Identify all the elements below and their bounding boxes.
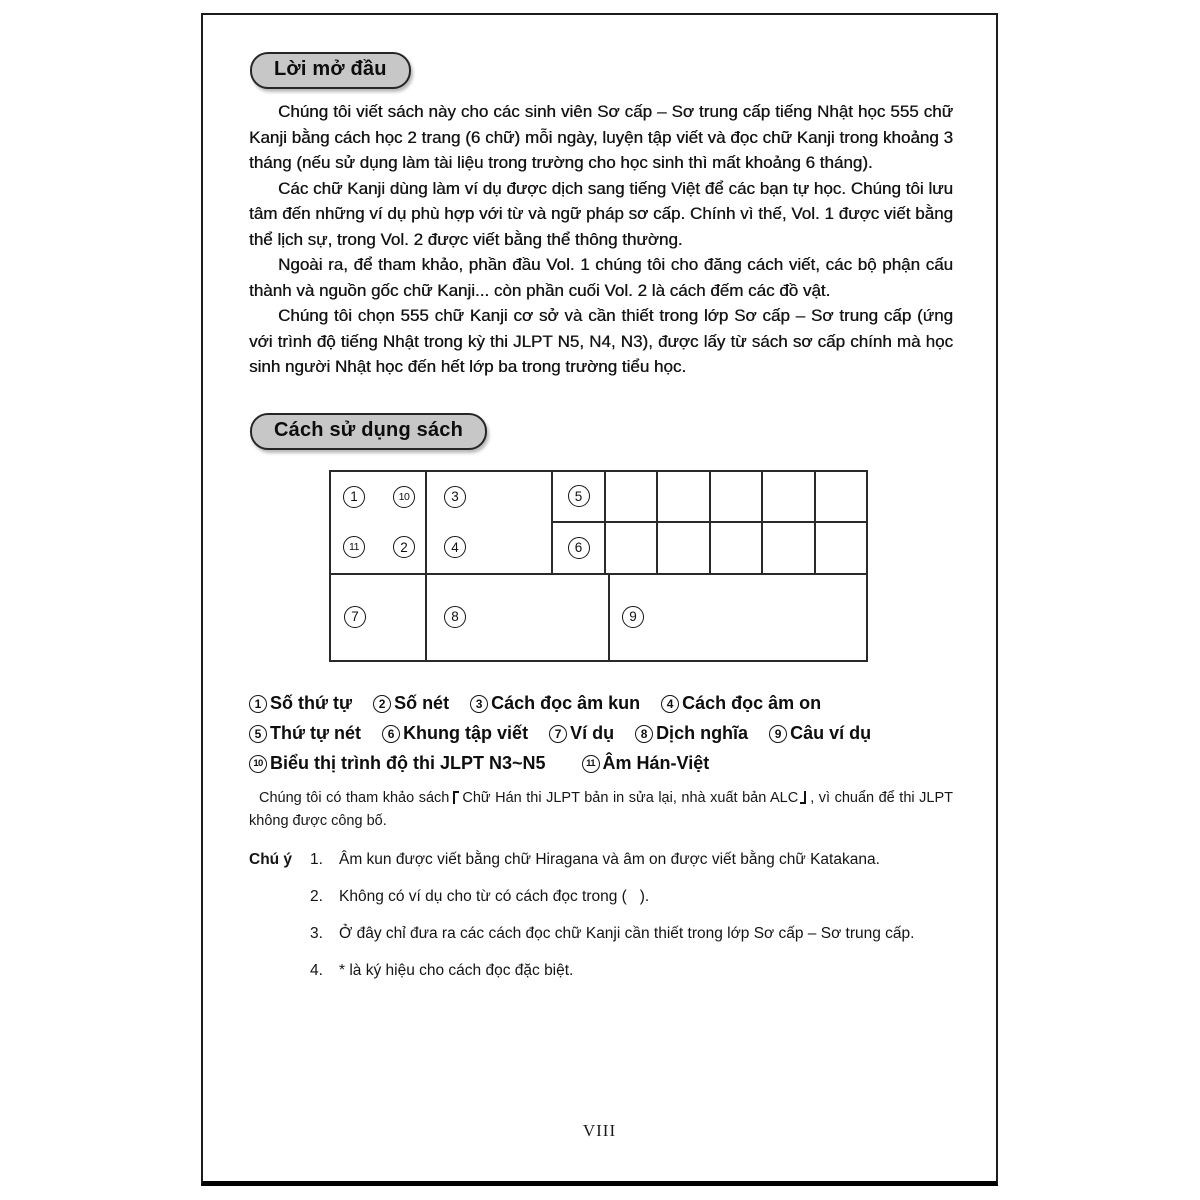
preface-paragraph: Các chữ Kanji dùng làm ví dụ được dịch sang tiếng Việt để các bạn tự học. Chúng tôi lưu tâm đến những ví dụ phù hợp với từ và ngữ pháp sơ cấp. Chính vì thế, Vol. 1 được viết bằng thể lịch sự, trong Vol. 2 được viết bằng thể thông thường. xyxy=(249,178,953,249)
diagram-empty-cell xyxy=(606,472,658,522)
corner-bracket-close xyxy=(800,791,806,804)
legend-row xyxy=(249,749,953,779)
attention-item: 1. Âm kun được viết bằng chữ Hiragana và âm on được viết bằng chữ Katakana. xyxy=(310,850,880,868)
diagram-cell-meaning xyxy=(427,575,610,660)
diagram-cell-readings xyxy=(427,472,553,573)
legend-item: 5 Thứ tự nét xyxy=(249,723,361,744)
diagram-empty-cell xyxy=(711,523,763,573)
preface-paragraph: Chúng tôi viết sách này cho các sinh viên Sơ cấp – Sơ trung cấp tiếng Nhật học 555 chữ Kanji bằng cách học 2 trang (6 chữ) mỗi ngày, luyện tập viết và đọc chữ Kanji trong khoảng 3 tháng (nếu sử dụng làm tài liệu trong trường cho học sinh thì mất khoảng 6 tháng). xyxy=(249,102,953,172)
diagram-cell-number-area xyxy=(331,472,427,573)
diagram-empty-cell xyxy=(606,523,658,573)
attention-item: 3. Ở đây chỉ đưa ra các cách đọc chữ Kanji cần thiết trong lớp Sơ cấp – Sơ trung cấp. xyxy=(310,924,915,942)
attention-section xyxy=(249,848,953,996)
diagram-cell-stroke-order xyxy=(553,472,606,522)
legend-item: 6 Khung tập viết xyxy=(382,723,528,744)
attention-label: Chú ý xyxy=(249,850,293,868)
usage-layout-diagram xyxy=(329,470,868,662)
marker-11: 11 xyxy=(343,536,365,558)
diagram-empty-cell xyxy=(658,523,710,573)
diagram-cell-writing-frame xyxy=(553,523,606,573)
marker-8: 8 xyxy=(444,606,466,628)
attention-item: 4. * là ký hiệu cho cách đọc đặc biệt. xyxy=(310,961,574,979)
marker-4: 4 xyxy=(444,536,466,558)
legend-row xyxy=(249,689,953,719)
legend-item: 1 Số thứ tự xyxy=(249,693,352,714)
preface-heading-badge: Lời mở đầu xyxy=(250,52,411,89)
legend-item: 9 Câu ví dụ xyxy=(769,723,871,744)
legend-item: 2 Số nét xyxy=(373,693,449,714)
legend-item: 10 Biểu thị trình độ thi JLPT N3~N5 xyxy=(249,753,546,774)
preface-paragraph: Ngoài ra, để tham khảo, phần đầu Vol. 1 chúng tôi cho đăng cách viết, các bộ phận cấu thành và nguồn gốc chữ Kanji... còn phần cuối Vol. 2 là cách đếm các đồ vật. xyxy=(249,255,953,300)
diagram-practice-grid xyxy=(553,472,866,573)
attention-item: 2. Không có ví dụ cho từ có cách đọc trong ( ). xyxy=(310,887,650,905)
marker-3: 3 xyxy=(444,486,466,508)
diagram-cell-example-sentence xyxy=(610,575,866,660)
legend-item: 7 Ví dụ xyxy=(549,723,614,744)
legend-item: 3 Cách đọc âm kun xyxy=(470,693,640,714)
reference-note: Chúng tôi có tham khảo sách Chữ Hán thi JLPT bản in sửa lại, nhà xuất bản ALC , vì chuẩn để thi JLPT không được công bố. xyxy=(249,789,953,829)
diagram-empty-cell xyxy=(763,472,815,522)
diagram-top-section xyxy=(331,472,866,573)
marker-5: 5 xyxy=(568,485,590,507)
marker-10: 10 xyxy=(393,486,415,508)
marker-6: 6 xyxy=(568,537,590,559)
diagram-legend xyxy=(249,689,953,779)
legend-item: 8 Dịch nghĩa xyxy=(635,723,748,744)
diagram-empty-cell xyxy=(816,523,866,573)
diagram-empty-cell xyxy=(763,523,815,573)
diagram-bottom-section xyxy=(331,573,866,660)
preface-paragraph: Chúng tôi chọn 555 chữ Kanji cơ sở và cần thiết trong lớp Sơ cấp – Sơ trung cấp (ứng với trình độ tiếng Nhật trong kỳ thi JLPT N5, N4, N3), được lấy từ sách sơ cấp chính mà học sinh người Nhật học đến hết lớp ba trong trường tiểu học. xyxy=(249,306,953,376)
diagram-empty-cell xyxy=(711,472,763,522)
marker-9: 9 xyxy=(622,606,644,628)
legend-item: 4 Cách đọc âm on xyxy=(661,693,821,714)
diagram-cell-example xyxy=(331,575,427,660)
corner-bracket-open xyxy=(453,791,459,804)
diagram-empty-cell xyxy=(816,472,866,522)
marker-1: 1 xyxy=(343,486,365,508)
page-number: VIII xyxy=(582,1121,617,1140)
legend-row xyxy=(249,719,953,749)
book-page xyxy=(201,13,998,1186)
usage-heading-badge: Cách sử dụng sách xyxy=(250,413,487,450)
marker-2: 2 xyxy=(393,536,415,558)
legend-item: 11 Âm Hán-Việt xyxy=(582,753,710,774)
diagram-empty-cell xyxy=(658,472,710,522)
marker-7: 7 xyxy=(344,606,366,628)
